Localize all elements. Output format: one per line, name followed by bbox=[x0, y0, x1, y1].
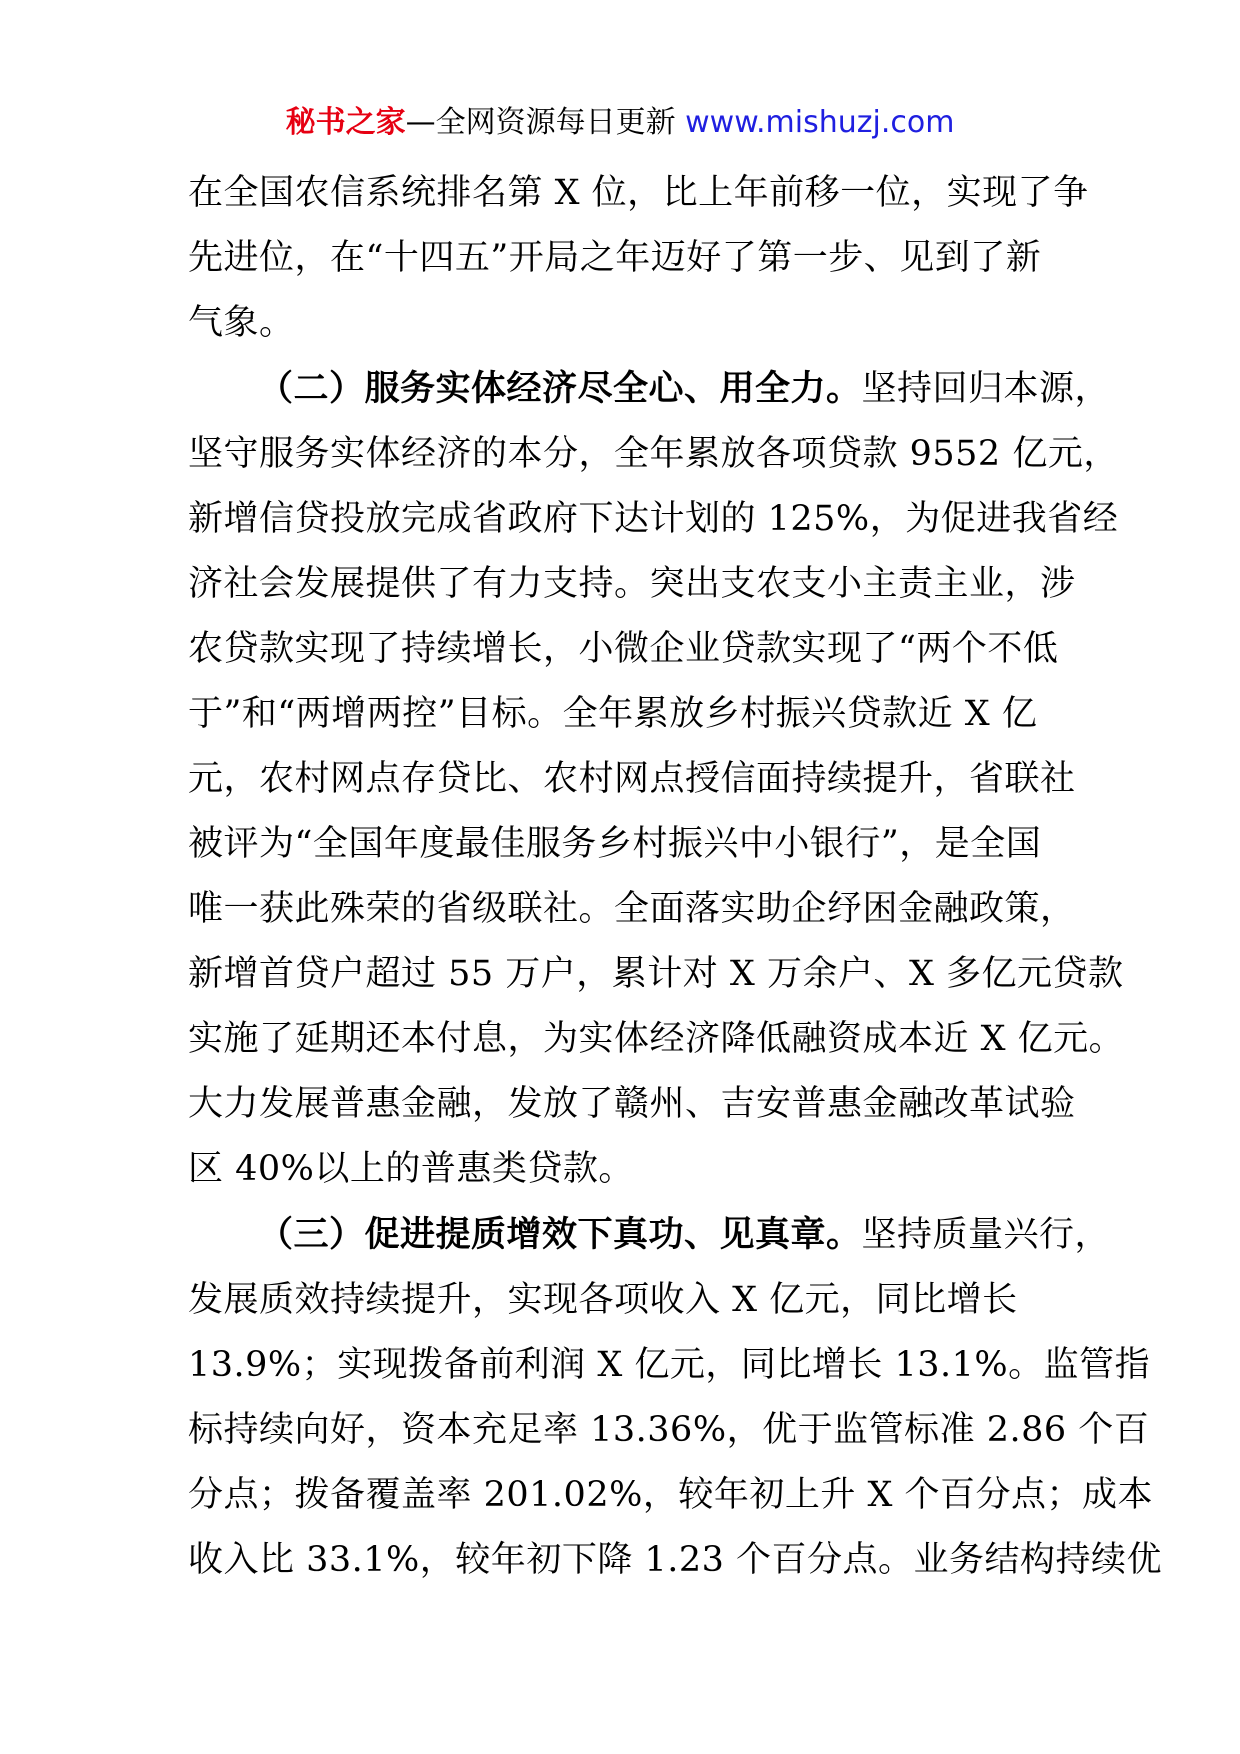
document-body bbox=[188, 161, 1162, 1593]
paragraph-2 bbox=[188, 356, 1125, 1202]
text-line: 被评为“全国年度最佳服务乡村振兴中小银行”，是全国 bbox=[188, 824, 1042, 864]
text-line: 元，农村网点存贷比、农村网点授信面持续提升，省联社 bbox=[188, 759, 1076, 799]
text-line: 于”和“两增两控”目标。全年累放乡村振兴贷款近 X 亿 bbox=[188, 694, 1038, 734]
text-line: 收入比 33.1%，较年初下降 1.23 个百分点。业务结构持续优 bbox=[188, 1540, 1162, 1580]
text-line: 先进位，在“十四五”开局之年迈好了第一步、见到了新 bbox=[188, 238, 1042, 278]
text-line: 唯一获此殊荣的省级联社。全面落实助企纾困金融政策， bbox=[188, 889, 1076, 929]
text-run: 坚持回归本源， bbox=[861, 369, 1111, 409]
text-line: 实施了延期还本付息，为实体经济降低融资成本近 X 亿元。 bbox=[188, 1019, 1125, 1059]
text-line: 标持续向好，资本充足率 13.36%，优于监管标准 2.86 个百 bbox=[188, 1410, 1150, 1450]
text-line: 新增信贷投放完成省政府下达计划的 125%，为促进我省经 bbox=[188, 499, 1119, 539]
site-tagline: —全网资源每日更新 bbox=[405, 105, 686, 140]
text-line: 坚守服务实体经济的本分，全年累放各项贷款 9552 亿元， bbox=[188, 434, 1119, 474]
site-brand: 秘书之家 bbox=[285, 105, 406, 140]
text-line: 气象。 bbox=[188, 303, 295, 343]
paragraph-3 bbox=[188, 1202, 1162, 1593]
text-line: 新增首贷户超过 55 万户，累计对 X 万余户、X 多亿元贷款 bbox=[188, 954, 1124, 994]
site-url-link[interactable]: www.mishuzj.com bbox=[685, 105, 955, 140]
text-line: 分点；拨备覆盖率 201.02%，较年初上升 X 个百分点；成本 bbox=[188, 1475, 1154, 1515]
paragraph-1 bbox=[188, 161, 1089, 356]
paragraph-first-line bbox=[188, 356, 1111, 422]
text-line: 在全国农信系统排名第 X 位，比上年前移一位，实现了争 bbox=[188, 173, 1089, 213]
text-line: 13.9%；实现拨备前利润 X 亿元，同比增长 13.1%。监管指 bbox=[188, 1345, 1151, 1385]
text-line: 济社会发展提供了有力支持。突出支农支小主责主业，涉 bbox=[188, 564, 1076, 604]
site-header bbox=[0, 103, 1240, 143]
section-heading: （三）促进提质增效下真功、见真章。 bbox=[258, 1214, 862, 1255]
text-line: 发展质效持续提升，实现各项收入 X 亿元，同比增长 bbox=[188, 1280, 1018, 1320]
section-heading: （二）服务实体经济尽全心、用全力。 bbox=[258, 368, 862, 409]
text-run: 坚持质量兴行， bbox=[861, 1215, 1111, 1255]
paragraph-first-line bbox=[188, 1202, 1111, 1268]
text-line: 大力发展普惠金融，发放了赣州、吉安普惠金融改革试验 bbox=[188, 1084, 1076, 1124]
text-line: 区 40%以上的普惠类贷款。 bbox=[188, 1149, 634, 1189]
text-line: 农贷款实现了持续增长，小微企业贷款实现了“两个不低 bbox=[188, 629, 1059, 669]
